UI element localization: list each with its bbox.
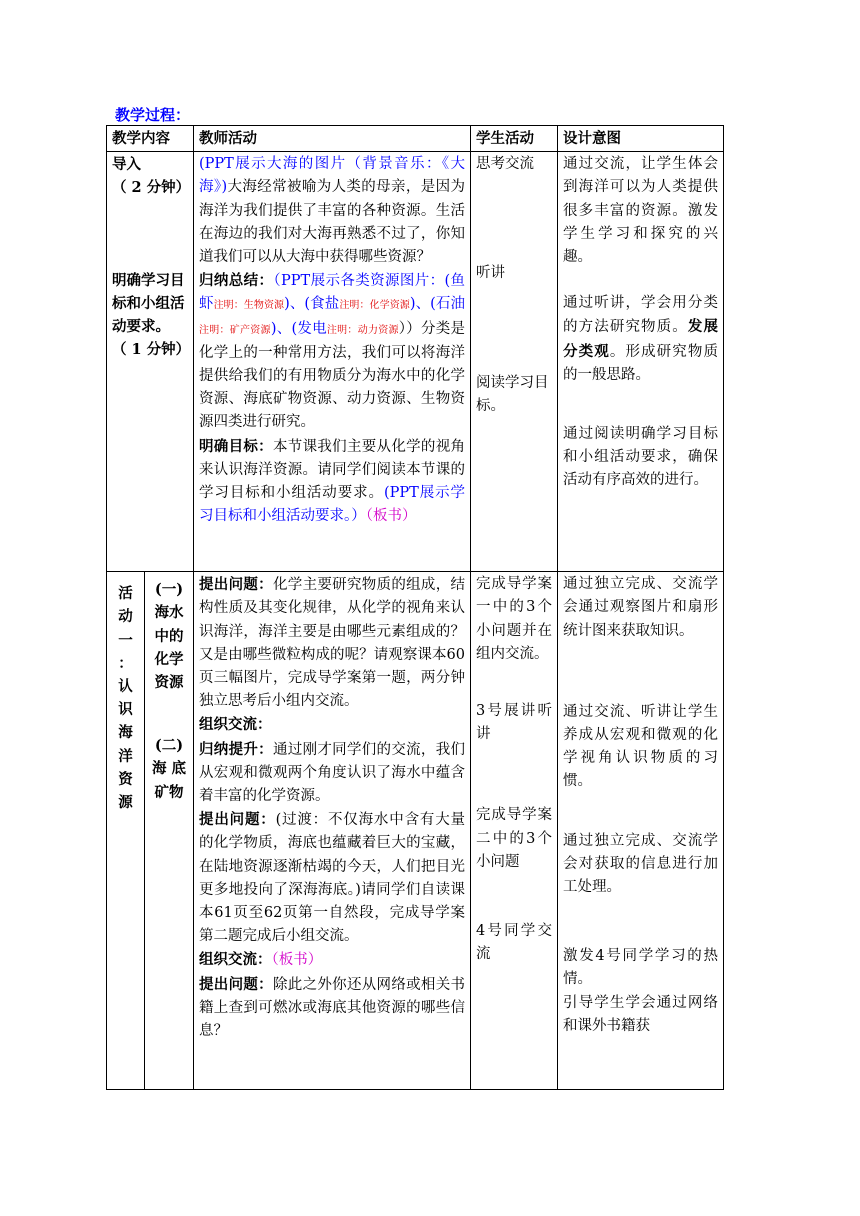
student-activity: 4号同学交流 <box>476 923 552 963</box>
teacher-text: 本节课我们主要从化学的视角来认识海洋资源。请同学们阅读本节课的学习目标和小组活动要求。 <box>199 438 466 502</box>
header-teacher: 教师活动 <box>194 126 471 152</box>
design-intent: 激发4号同学学习的热情。 <box>563 948 718 988</box>
design-intent: 引导学生学会通过网络和课外书籍获 <box>563 994 718 1034</box>
char: 源 <box>118 794 133 812</box>
design-text: 。形成研究物质的一般思路。 <box>563 343 719 383</box>
teacher-para <box>199 738 465 809</box>
ppt-note: (PPT展示学习目标和小组活动要求。） <box>199 485 466 525</box>
subtopic-line: 中的 <box>154 627 184 645</box>
teacher-goal-para <box>199 435 465 529</box>
teacher-text: (过渡：不仅海水中含有大量的化学物质，海底也蕴藏着巨大的宝藏，在陆地资源逐渐枯竭的今天，人们把目光更多地投向了深海海底。)请同学们自读课本61页至62页第一自然段，完成导学案第二题完成后小组交流。 <box>199 812 466 945</box>
student-cell <box>471 572 558 1090</box>
char: 一 <box>118 631 133 649</box>
question-label: 提出问题： <box>199 811 276 829</box>
teacher-para <box>199 973 465 1044</box>
board-note: （板书） <box>271 952 323 969</box>
design-intent: 通过交流，让学生体会到海洋可以为人类提供很多丰富的资源。激发学生学习和探究的兴趣。 <box>563 156 718 266</box>
ppt-note: （PPT展示各类资源图片：(鱼虾 <box>199 273 466 313</box>
content-intro-time: （ 2 分钟） <box>112 179 191 197</box>
teacher-text: ））分类是化学上的一种常用方法，我们可以将海洋提供给我们的有用物质分为海水中的化学资源、海底矿物资源、动力资源、生物资源四类进行研究。 <box>199 320 466 431</box>
char: 动 <box>118 608 133 626</box>
teacher-text: 化学主要研究物质的组成，结构性质及其变化规律，从化学的视角来认识海洋，海洋主要是由哪些元素组成的？又是由哪些微粒构成的呢？请观察课本60页三幅图片，完成导学案第一题，两分钟独立思考后小组内交流。 <box>199 577 466 710</box>
teacher-para <box>199 713 465 737</box>
teacher-cell <box>194 152 471 572</box>
char: 活 <box>118 585 133 603</box>
header-design: 设计意图 <box>558 126 724 152</box>
teacher-text: 除此之外你还从网络或相关书籍上查到可燃冰或海底其他资源的哪些信息？ <box>199 976 466 1040</box>
exchange-label: 组织交流： <box>199 716 272 734</box>
student-activity: 思考交流 <box>476 156 534 173</box>
student-cell <box>471 152 558 572</box>
activity-subtopics <box>145 572 194 1090</box>
student-activity: 听讲 <box>476 265 505 282</box>
question-label: 提出问题： <box>199 576 273 594</box>
char: 认 <box>118 678 133 696</box>
design-intent: 通过独立完成、交流学会通过观察图片和扇形统计图来获取知识。 <box>563 576 718 639</box>
teacher-para <box>199 573 465 713</box>
page-heading: 教学过程： <box>115 106 191 124</box>
table-row <box>107 152 724 572</box>
ppt-note: )、(食盐 <box>284 296 340 313</box>
char: ： <box>118 654 133 672</box>
student-activity: 完成导学案二中的3个小问题 <box>476 807 552 870</box>
char: 洋 <box>118 747 133 765</box>
content-cell <box>107 152 194 572</box>
design-cell <box>558 152 724 572</box>
annotation: 注明：矿产资源 <box>199 324 271 336</box>
char: 资 <box>118 770 133 788</box>
teacher-text: 通过刚才同学们的交流，我们从宏观和微观两个角度认识了海水中蕴含着丰富的化学资源。 <box>199 741 466 805</box>
design-intent <box>563 292 718 387</box>
header-content: 教学内容 <box>107 126 194 152</box>
summary-label: 归纳提升： <box>199 740 273 758</box>
annotation: 注明：动力资源 <box>326 324 399 336</box>
summary-label: 归纳总结： <box>199 272 274 290</box>
subtopic-line: (一) <box>154 581 184 599</box>
teacher-para <box>199 808 465 948</box>
content-goal-title: 明确学习目标和小组活动要求。 <box>112 271 185 336</box>
design-cell <box>558 572 724 1090</box>
board-note: （板书） <box>365 508 417 525</box>
table-row <box>107 572 724 1090</box>
exchange-label: 组织交流： <box>199 951 272 969</box>
design-intent: 通过交流、听讲让学生养成从宏观和微观的化学视角认识物质的习惯。 <box>563 703 718 790</box>
design-intent: 通过独立完成、交流学会对获取的信息进行加工处理。 <box>563 832 718 896</box>
student-activity: 完成导学案一中的3个小问题并在组内交流。 <box>476 576 552 662</box>
activity-vertical-title <box>107 572 145 1090</box>
teacher-para <box>199 948 465 972</box>
lesson-table <box>106 125 724 1090</box>
student-activity: 3号展讲听讲 <box>476 703 552 743</box>
teacher-intro-para <box>199 153 465 269</box>
content-intro-title: 导入 <box>112 156 141 174</box>
table-header-row <box>107 126 724 152</box>
header-student: 学生活动 <box>471 126 558 152</box>
subtopic-line: 海 底 <box>151 760 187 778</box>
subtopic-line: (二) <box>154 737 184 755</box>
subtopic-line: 化学 <box>154 650 184 668</box>
subtopic-line: 海水 <box>154 604 184 622</box>
design-text: 通过听讲，学会用分类的方法研究物质。 <box>563 295 718 336</box>
design-intent: 通过阅读明确学习目标和小组活动要求，确保活动有序高效的进行。 <box>563 426 718 489</box>
ppt-note: )、(发电 <box>270 320 327 337</box>
annotation: 注明：生物资源 <box>213 300 285 312</box>
question-label: 提出问题： <box>199 975 273 993</box>
char: 海 <box>118 724 133 742</box>
subtopic-line: 矿物 <box>154 783 184 801</box>
teacher-summary-para <box>199 269 465 434</box>
annotation: 注明：化学资源 <box>339 300 410 312</box>
teacher-cell <box>194 572 471 1090</box>
goal-label: 明确目标： <box>199 437 273 455</box>
design-emphasis: 发展分类观 <box>563 318 719 360</box>
char: 识 <box>118 701 133 719</box>
ppt-note: )、(石油 <box>409 296 465 313</box>
teacher-text: 大海经常被喻为人类的母亲，是因为海洋为我们提供了丰富的各种资源。生活在海边的我们对大海再熟悉不过了，你知道我们可以从大海中获得哪些资源？ <box>199 179 465 266</box>
subtopic-line: 资源 <box>154 674 184 692</box>
content-goal-time: （ 1 分钟） <box>112 341 191 359</box>
student-activity: 阅读学习目标。 <box>476 374 549 414</box>
ppt-note: (PPT展示大海的图片（背景音乐：《大海》) <box>199 156 465 196</box>
